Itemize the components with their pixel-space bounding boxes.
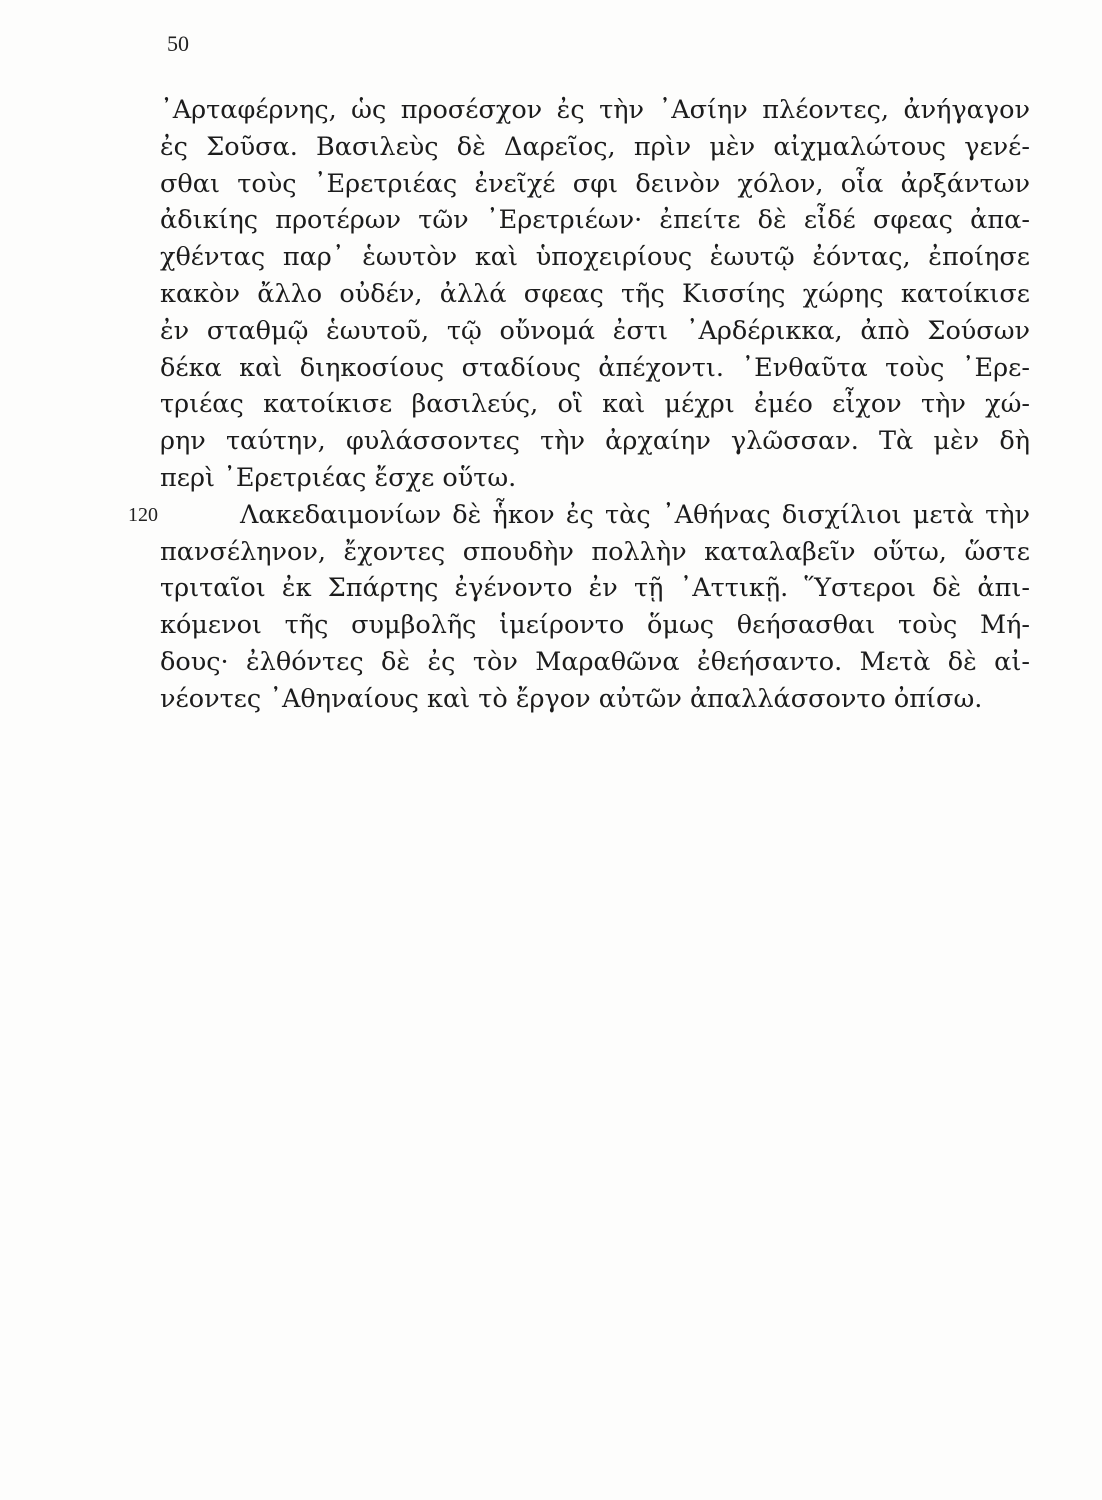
text-line: κακὸν ἄλλο οὐδέν, ἀλλά σφεας τῆς Κισσίης χώρης κατοίκισε xyxy=(160,278,1030,309)
line-number: 120 xyxy=(128,503,158,526)
text-line: δέκα καὶ διηκοσίους σταδίους ἀπέχοντι. ᾿Ενθαῦτα τοὺς ᾿Ερε- xyxy=(160,352,1030,383)
text-line: τριταῖοι ἐκ Σπάρτης ἐγένοντο ἐν τῇ ᾿Αττικῇ. Ὕστεροι δὲ ἀπι- xyxy=(160,573,1030,604)
text-line: χθέντας παρ᾿ ἑωυτὸν καὶ ὑποχειρίους ἑωυτῷ ἐόντας, ἐποίησε xyxy=(160,242,1030,273)
text-line: ἀδικίης προτέρων τῶν ᾿Ερετριέων· ἐπείτε δὲ εἶδέ σφεας ἀπα- xyxy=(160,205,1030,236)
text-line: τριέας κατοίκισε βασιλεύς, οἳ καὶ μέχρι ἐμέο εἶχον τὴν χώ- xyxy=(160,389,1030,420)
text-line: δους· ἐλθόντες δὲ ἐς τὸν Μαραθῶνα ἐθεήσαντο. Μετὰ δὲ αἰ- xyxy=(160,646,1030,677)
main-text xyxy=(128,92,1030,718)
page-number: 50 xyxy=(167,31,189,56)
text-line: σθαι τοὺς ᾿Ερετριέας ἐνεῖχέ σφι δεινὸν χόλον, οἷα ἀρξάντων xyxy=(160,168,1030,199)
paragraph-start-line xyxy=(128,497,1030,534)
text-line: πανσέληνον, ἔχοντες σπουδὴν πολλὴν καταλαβεῖν οὕτω, ὥστε xyxy=(160,536,1030,567)
text-line: ρην ταύτην, φυλάσσοντες τὴν ἀρχαίην γλῶσσαν. Τὰ μὲν δὴ xyxy=(160,426,1030,457)
text-line: περὶ ᾿Ερετριέας ἔσχε οὕτω. xyxy=(160,462,517,493)
text-line: νέοντες ᾿Αθηναίους καὶ τὸ ἔργον αὐτῶν ἀπαλλάσσοντο ὀπίσω. xyxy=(160,683,983,714)
text-line: Λακεδαιμονίων δὲ ἧκον ἐς τὰς ᾿Αθήνας δισχίλιοι μετὰ τὴν xyxy=(240,499,1030,530)
text-line: ᾿Αρταφέρνης, ὡς προσέσχον ἐς τὴν ᾿Ασίην πλέοντες, ἀνήγαγον xyxy=(160,95,1030,125)
text-line: ἐς Σοῦσα. Βασιλεὺς δὲ Δαρεῖος, πρὶν μὲν αἰχμαλώτους γενέ- xyxy=(160,131,1030,162)
text-line: κόμενοι τῆς συμβολῆς ἱμείροντο ὅμως θεήσασθαι τοὺς Μή- xyxy=(160,610,1030,641)
text-line: ἐν σταθμῷ ἑωυτοῦ, τῷ οὔνομά ἐστι ᾿Αρδέρικκα, ἀπὸ Σούσων xyxy=(160,315,1030,346)
